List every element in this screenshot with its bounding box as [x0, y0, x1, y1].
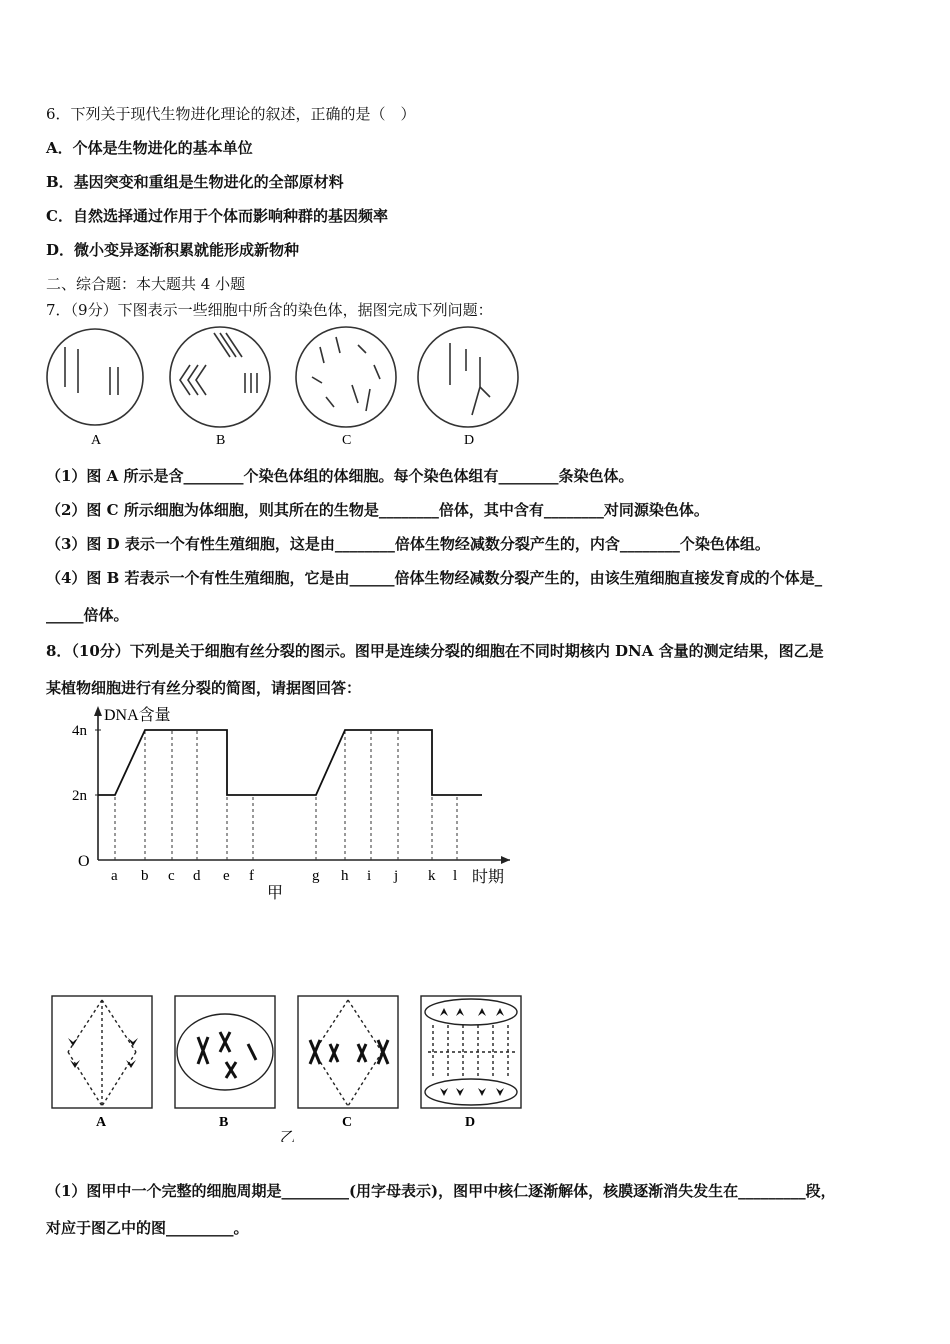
panel-label-d: D [465, 1115, 476, 1130]
panel-d [421, 996, 521, 1108]
q7-stem: 7．（9分）下图表示一些细胞中所含的染色体，据图完成下列问题： [46, 301, 493, 319]
section-heading: 二、综合题：本大题共 4 小题 [46, 275, 246, 293]
cell-a [47, 329, 143, 425]
cell-c [296, 327, 396, 427]
q7-sub1: （1）图 A 所示是含________个染色体组的体细胞。每个染色体组有________条染色体。 [46, 467, 634, 485]
x-tick-label-h: h [341, 868, 349, 884]
q7-sub2: （2）图 C 所示细胞为体细胞，则其所在的生物是________倍体，其中含有________对同源染色体。 [46, 501, 709, 519]
x-tick-label-b: b [141, 868, 149, 884]
q8-stem-line1: 8．（10分）下列是关于细胞有丝分裂的图示。图甲是连续分裂的细胞在不同时期核内 DNA 含量的测定结果，图乙是 [46, 642, 824, 660]
x-tick-label-l: l [453, 868, 458, 884]
cell-d [418, 327, 518, 427]
x-tick-label-k: k [428, 868, 436, 884]
dna-content-series [98, 730, 482, 795]
figure-yi-caption: 乙 [280, 1130, 296, 1142]
panel-label-b: B [219, 1115, 229, 1130]
q8-stem-line2: 某植物细胞进行有丝分裂的简图，请据图回答： [46, 679, 362, 697]
q6-option-b: B．基因突变和重组是生物进化的全部原材料 [46, 173, 344, 191]
dna-content-chart [70, 700, 530, 900]
q7-cells-figure [40, 325, 530, 455]
q6-option-a: A．个体是生物进化的基本单位 [46, 139, 253, 157]
q7-sub4-line1: （4）图 B 若表示一个有性生殖细胞，它是由______倍体生物经减数分裂产生的，由该生殖细胞直接发育成的个体是_ [46, 569, 823, 587]
cell-label-b: B [216, 433, 226, 448]
q8-sub1-line2: 对应于图乙中的图_________。 [46, 1219, 249, 1237]
y-axis-arrow [94, 706, 102, 716]
x-tick-label-i: i [367, 868, 372, 884]
panel-label-a: A [96, 1115, 107, 1130]
cell-label-c: C [342, 433, 352, 448]
chart-title: 甲 [267, 885, 284, 900]
y-axis-label: DNA含量 [104, 707, 171, 724]
q6-option-d: D．微小变异逐渐积累就能形成新物种 [46, 241, 300, 259]
y-tick-label-2n: 2n [72, 788, 87, 804]
panel-a [52, 996, 152, 1108]
panel-label-c: C [342, 1115, 353, 1130]
x-tick-label-e: e [223, 868, 230, 884]
q8-sub1-line1: （1）图甲中一个完整的细胞周期是_________(用字母表示)，图甲中核仁逐渐解体，核膜逐渐消失发生在_________段， [46, 1182, 836, 1200]
x-axis-arrow [501, 856, 510, 864]
x-tick-label-c: c [168, 868, 175, 884]
x-tick-label-f: f [249, 868, 254, 884]
y-tick-label-4n: 4n [72, 723, 87, 739]
x-tick-label-j: j [394, 868, 399, 884]
x-tick-label-a: a [111, 868, 118, 884]
cell-label-d: D [464, 433, 475, 448]
mitosis-figure [48, 992, 528, 1142]
q7-sub4-line2: _____倍体。 [46, 606, 129, 624]
q6-option-c: C．自然选择通过作用于个体而影响种群的基因频率 [46, 207, 388, 225]
panel-c [298, 996, 398, 1108]
x-tick-label-g: g [312, 868, 320, 884]
panel-b [175, 996, 275, 1108]
q6-stem: 6．下列关于现代生物进化理论的叙述，正确的是（ ） [46, 105, 416, 123]
cell-b [170, 327, 270, 427]
x-tick-label-d: d [193, 868, 201, 884]
cell-label-a: A [91, 433, 102, 448]
q7-sub3: （3）图 D 表示一个有性生殖细胞，这是由________倍体生物经减数分裂产生的，内含________个染色体组。 [46, 535, 770, 553]
origin-label: O [78, 853, 90, 870]
x-axis-label: 时期 [472, 869, 505, 886]
